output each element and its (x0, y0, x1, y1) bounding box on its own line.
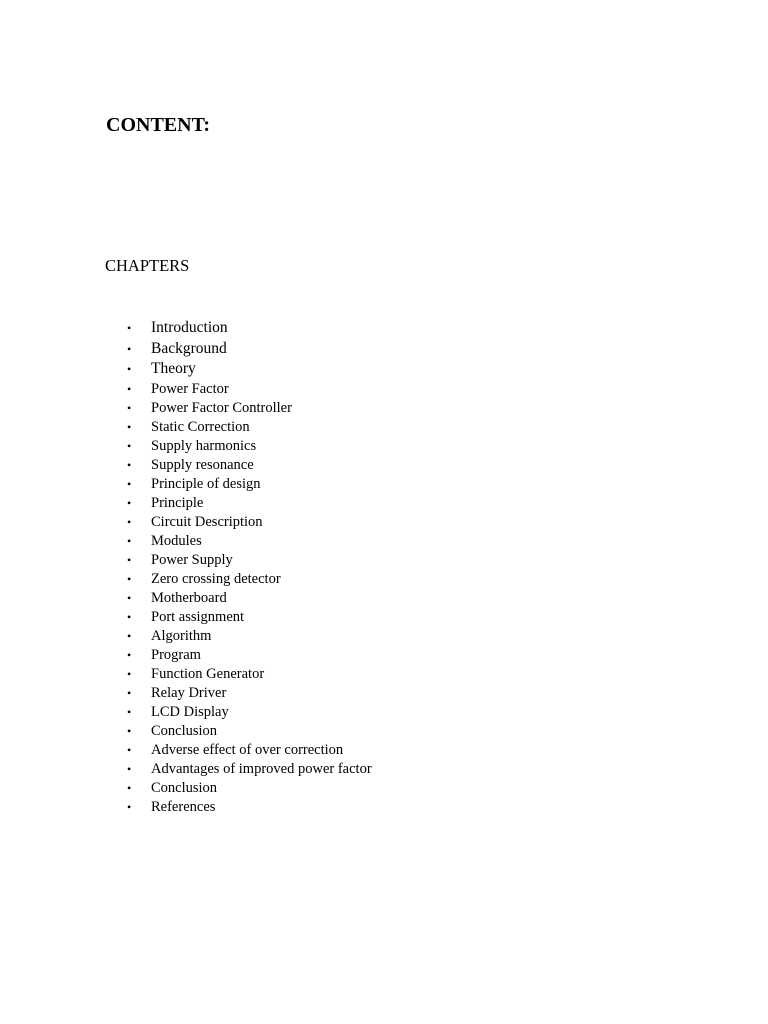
list-item-label: Circuit Description (151, 513, 263, 530)
bullet-icon: • (127, 761, 132, 776)
bullet-icon: • (127, 571, 132, 586)
bullet-icon: • (127, 590, 132, 605)
list-item-label: Principle of design (151, 475, 261, 492)
list-item (0, 665, 768, 684)
list-item-label: Principle (151, 494, 204, 511)
bullet-icon: • (127, 742, 132, 757)
list-item (0, 798, 768, 817)
bullet-icon: • (127, 704, 132, 719)
bullet-icon: • (127, 552, 132, 567)
list-item-label: Relay Driver (151, 684, 227, 701)
list-item (0, 456, 768, 475)
bullet-icon: • (127, 362, 132, 376)
list-item-label: Adverse effect of over correction (151, 741, 344, 758)
list-item-label: Advantages of improved power factor (151, 760, 372, 777)
list-item-label: Zero crossing detector (151, 570, 281, 587)
bullet-icon: • (127, 341, 132, 356)
list-item (0, 532, 768, 551)
list-item-label: Background (151, 339, 227, 357)
bullet-icon: • (127, 628, 132, 643)
list-item-label: Supply harmonics (151, 437, 257, 454)
list-item-label: LCD Display (151, 703, 229, 720)
list-item-label: Conclusion (151, 722, 218, 739)
bullet-icon: • (127, 514, 132, 529)
bullet-icon: • (127, 495, 132, 510)
bullet-icon: • (127, 647, 132, 662)
bullet-icon: • (127, 438, 132, 453)
list-item-label: Introduction (151, 319, 228, 336)
list-item-label: Supply resonance (151, 456, 254, 473)
bullet-icon: • (127, 666, 132, 681)
list-item (0, 437, 768, 456)
list-item-label: Theory (151, 360, 196, 377)
list-item-label: Conclusion (151, 779, 218, 796)
list-item-label: Static Correction (151, 418, 250, 435)
list-item-label: Function Generator (151, 665, 265, 682)
list-item (0, 380, 768, 399)
bullet-icon: • (127, 400, 132, 415)
page-title: CONTENT: (106, 114, 211, 136)
list-item (0, 318, 768, 339)
list-item (0, 339, 768, 360)
list-item (0, 703, 768, 722)
list-item-label: References (151, 798, 216, 815)
list-item (0, 513, 768, 532)
bullet-icon: • (127, 609, 132, 624)
list-item (0, 475, 768, 494)
bullet-icon: • (127, 476, 132, 491)
list-item-label: Power Factor Controller (151, 399, 292, 416)
list-item (0, 760, 768, 779)
list-item-label: Program (151, 646, 201, 663)
bullet-icon: • (127, 685, 132, 700)
list-item-label: Motherboard (151, 589, 227, 606)
list-item-label: Power Factor (151, 380, 229, 397)
list-item (0, 741, 768, 760)
section-heading-chapters: CHAPTERS (105, 256, 190, 275)
list-item-label: Port assignment (151, 608, 245, 625)
list-item (0, 359, 768, 380)
list-item (0, 570, 768, 589)
bullet-icon: • (127, 457, 132, 472)
list-item-label: Algorithm (151, 627, 212, 644)
bullet-icon: • (127, 381, 132, 396)
list-item (0, 494, 768, 513)
list-item (0, 684, 768, 703)
list-item (0, 589, 768, 608)
list-item (0, 779, 768, 798)
chapter-list (0, 318, 768, 817)
list-item-label: Modules (151, 532, 202, 549)
list-item-label: Power Supply (151, 551, 233, 568)
bullet-icon: • (127, 419, 132, 434)
bullet-icon: • (127, 799, 132, 814)
bullet-icon: • (127, 321, 132, 335)
list-item (0, 627, 768, 646)
bullet-icon: • (127, 780, 132, 795)
list-item (0, 646, 768, 665)
list-item (0, 722, 768, 741)
list-item (0, 399, 768, 418)
list-item (0, 608, 768, 627)
bullet-icon: • (127, 723, 132, 738)
list-item (0, 551, 768, 570)
bullet-icon: • (127, 533, 132, 548)
list-item (0, 418, 768, 437)
